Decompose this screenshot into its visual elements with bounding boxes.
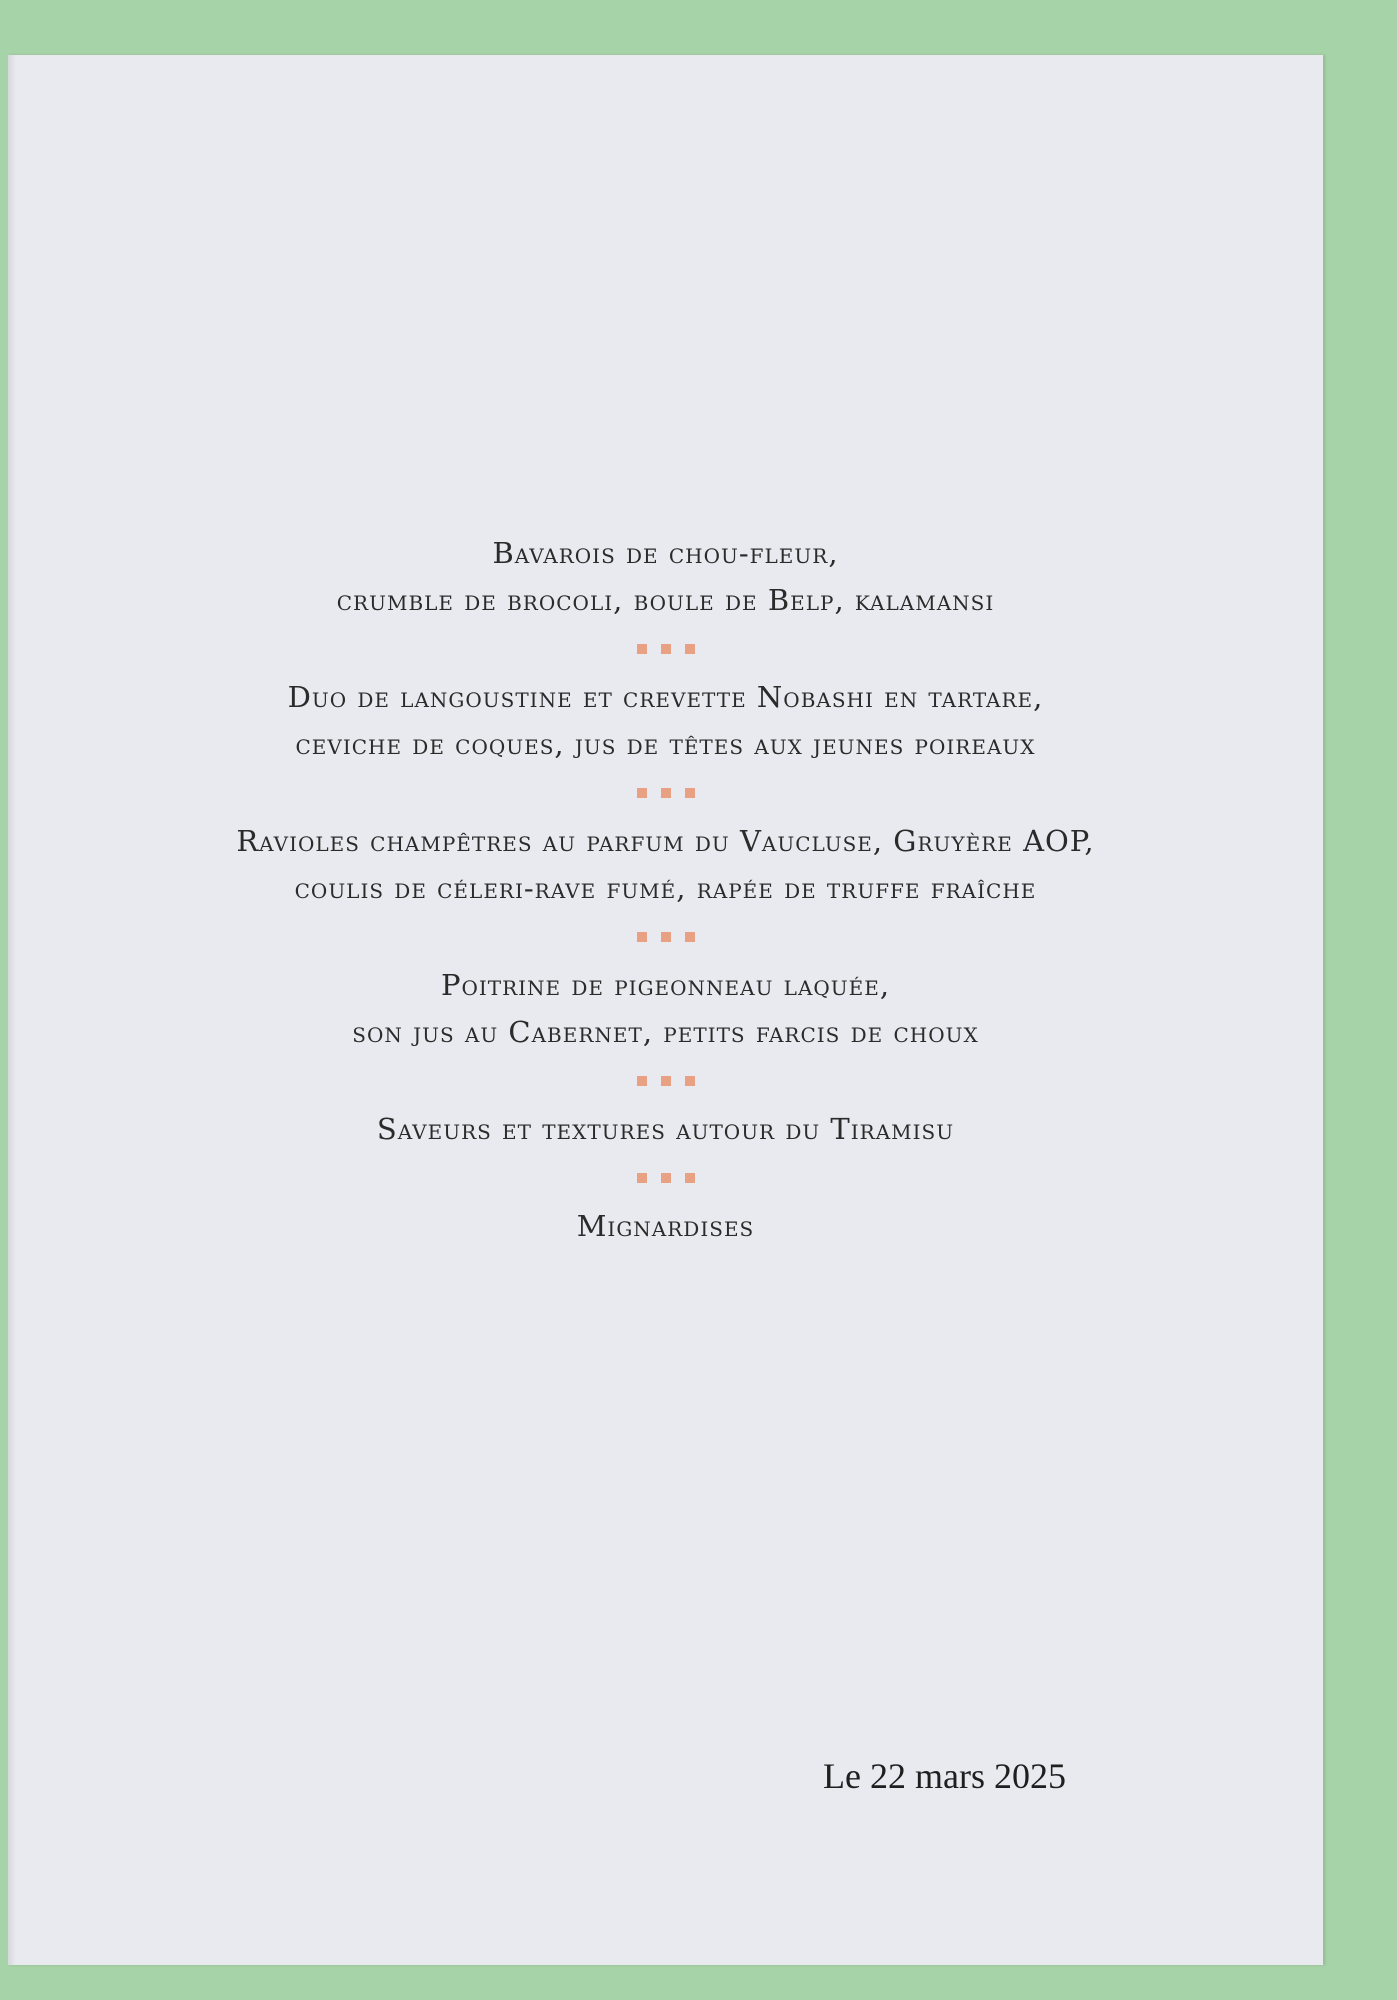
separator-dot [685, 932, 695, 942]
separator-dot [685, 1076, 695, 1086]
separator-dot [661, 932, 671, 942]
separator-dot [661, 1076, 671, 1086]
separator [8, 1153, 1323, 1203]
separator-dot [637, 1173, 647, 1183]
menu-date: Le 22 mars 2025 [823, 1756, 1066, 1796]
separator-dot [637, 788, 647, 798]
separator [8, 768, 1323, 818]
course-line: Bavarois de chou-fleur, [492, 536, 839, 570]
course-3 [8, 818, 1323, 912]
course-5 [8, 1106, 1323, 1153]
course-line: Ravioles champêtres au parfum du Vaucluse, Gruyère AOP, [236, 824, 1095, 858]
course-4 [8, 962, 1323, 1056]
separator-dot [637, 1076, 647, 1086]
course-line: Poitrine de pigeonneau laquée, [440, 968, 891, 1002]
course-line: crumble de brocoli, boule de Belp, kalamansi [336, 583, 995, 617]
separator [8, 1056, 1323, 1106]
course-1 [8, 530, 1323, 624]
course-line: coulis de céleri-rave fumé, rapée de truffe fraîche [294, 871, 1037, 905]
course-line: Saveurs et textures autour du Tiramisu [376, 1112, 955, 1146]
separator-dot [685, 644, 695, 654]
separator [8, 912, 1323, 962]
menu-list [8, 530, 1323, 1250]
menu-card [8, 55, 1323, 1965]
course-6 [8, 1203, 1323, 1250]
separator-dot [685, 788, 695, 798]
course-line: ceviche de coques, jus de têtes aux jeunes poireaux [295, 727, 1036, 761]
course-2 [8, 674, 1323, 768]
separator-dot [637, 644, 647, 654]
separator-dot [685, 1173, 695, 1183]
separator-dot [661, 644, 671, 654]
course-line: Duo de langoustine et crevette Nobashi en tartare, [287, 680, 1044, 714]
course-line: Mignardises [576, 1209, 755, 1243]
separator-dot [637, 932, 647, 942]
course-line: son jus au Cabernet, petits farcis de choux [352, 1015, 979, 1049]
separator [8, 624, 1323, 674]
separator-dot [661, 788, 671, 798]
separator-dot [661, 1173, 671, 1183]
